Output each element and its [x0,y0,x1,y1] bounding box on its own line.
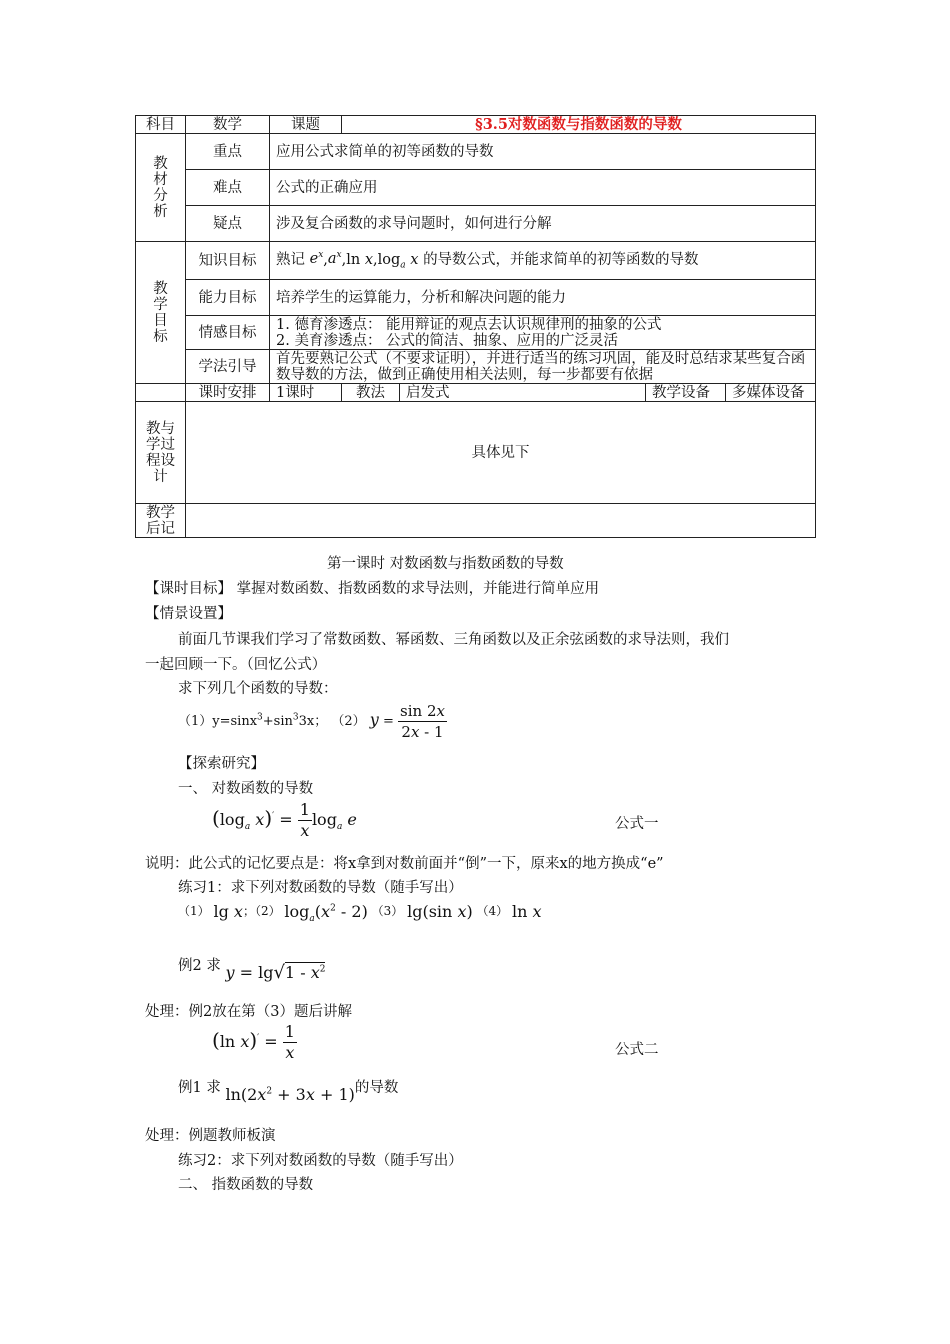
schedule-label: 课时安排 [186,384,270,402]
lesson-goal: 【课时目标】 掌握对数函数、指数函数的求导法则，并能进行简单应用 [145,581,600,597]
lesson-title: 第一课时 对数函数与指数函数的导数 [327,556,564,572]
notes-label: 教学后记 [136,504,186,538]
derivatives-prompt: 求下列几个函数的导数： [178,681,338,697]
schedule-value: 1课时 [270,384,342,402]
example-one: 例1 求 $\ln(2x^2 + 3x + 1)$的导数 [178,1080,399,1104]
teach-method-value: 启发式 [400,384,646,402]
scene-heading: 【情景设置】 [145,606,232,622]
teach-method-label: 教法 [342,384,400,402]
doubt-value: 涉及复合函数的求导问题时，如何进行分解 [270,206,816,242]
key-value: 应用公式求简单的初等函数的导数 [270,134,816,170]
emotion-goal-label: 情感目标 [186,316,270,350]
example-two: 例2 求 $y = \lg√1 - x^2$ [178,958,326,983]
ability-goal-label: 能力目标 [186,280,270,316]
topic-label: 课题 [270,116,342,134]
analysis-label: 教材分析 [136,134,186,242]
explore-heading: 【探索研究】 [178,756,265,772]
knowledge-goal-value: 熟记 $e^x,a^x,\ln$ $x,\log_a$ x 的导数公式，并能求简单的初等函数的导数 [270,242,816,280]
difficulty-value: 公式的正确应用 [270,170,816,206]
formula-two-label: 公式二 [615,1042,659,1058]
practice-two: 练习2：求下列对数函数的导数（随手写出） [178,1153,463,1169]
formula-two: (ln x)′ = $\frac{1}{x}$ [212,1022,295,1062]
formula-one: ($\log_a$ x)′ = $\frac{1}{x}$ $\log_a e$ [212,800,357,840]
section-one-heading: 一、 对数函数的导数 [178,781,314,797]
scene-paragraph-2: 一起回顾一下。（回忆公式） [145,657,327,673]
method-value: 首先要熟记公式（不要求证明），并进行适当的练习巩固，能及时总结求某些复合函数导数的方法，做到正确使用相关法则，每一步都要有依据 [270,350,816,384]
process-label: 教与学过程设计 [136,402,186,504]
method-label: 学法引导 [186,350,270,384]
example-functions: $(1)y=\sin x^3+\sin^33x$； （2） y = $\frac{\sin 2x}{2x - 1}$ [178,702,445,741]
scene-paragraph-1: 前面几节课我们学习了常数函数、幂函数、三角函数以及正余弦函数的求导法则，我们 [178,632,729,648]
topic-title: §3.5对数函数与指数函数的导数 [342,116,816,134]
equipment-value: 多媒体设备 [726,384,816,402]
section-two-heading: 二、 指数函数的导数 [178,1177,314,1193]
knowledge-goal-label: 知识目标 [186,242,270,280]
process-value: 具体见下 [186,402,816,504]
notes-value [186,504,816,538]
goal-label: 教学目标 [136,242,186,384]
doubt-label: 疑点 [186,206,270,242]
subject-value: 数学 [186,116,270,134]
handling-two: 处理：例题教师板演 [145,1128,276,1144]
handling-one: 处理：例2放在第（3）题后讲解 [145,1004,352,1020]
lesson-plan-table [135,115,816,538]
difficulty-label: 难点 [186,170,270,206]
ability-goal-value: 培养学生的运算能力，分析和解决问题的能力 [270,280,816,316]
formula-one-label: 公式一 [615,816,659,832]
key-label: 重点 [186,134,270,170]
emotion-goal-value: 1. 德育渗透点： 能用辩证的观点去认识规律刑的抽象的公式 2. 美育渗透点： 公式的简洁、抽象、应用的广泛灵活 [270,316,816,350]
equipment-label: 教学设备 [646,384,726,402]
subject-label: 科目 [136,116,186,134]
practice-one: 练习1：求下列对数函数的导数（随手写出） [178,880,463,896]
formula-note: 说明：此公式的记忆要点是：将x拿到对数前面并“倒”一下，原来x的地方换成“e” [145,856,664,872]
practice-one-items: （1） lg x；（2） $\log_a(x^2 - 2)$ （3） lg(sin x) （4） ln x [178,902,542,925]
